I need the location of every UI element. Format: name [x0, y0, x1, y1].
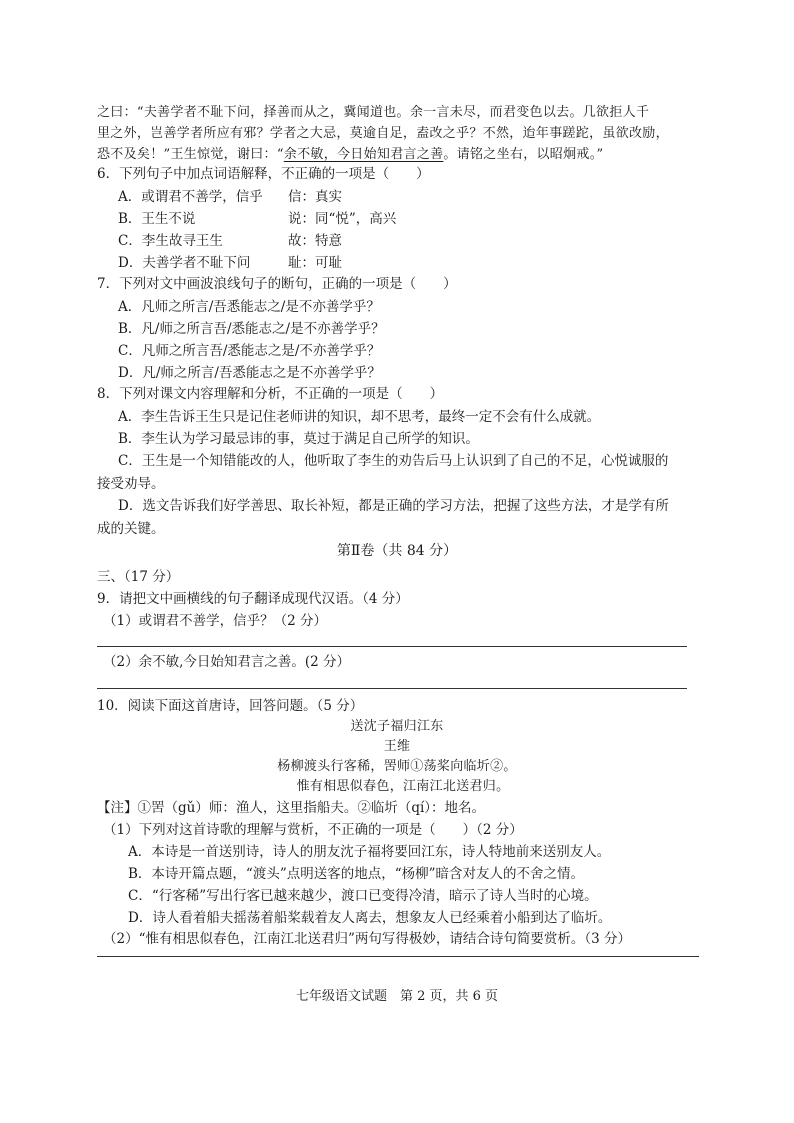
q6-option-b-label: B．王生不说 [118, 211, 196, 227]
q8-option-d-cont: 成的关键。 [97, 521, 165, 537]
q8-option-c-cont: 接受劝导。 [97, 476, 165, 492]
page-footer: 七年级语文试题 第 2 页，共 6 页 [295, 989, 499, 1004]
q10-option-b[interactable]: B．本诗开篇点题，“渡头”点明送客的地点，“杨柳”暗含对友人的不舍之情。 [128, 866, 585, 882]
q9-answer-line-2[interactable] [97, 688, 687, 689]
q10-sub-2-stem: （2）“惟有相思似春色，江南江北送君归”两句写得极妙，请结合诗句简要赏析。（3 分） [103, 931, 632, 947]
q6-option-c-label: C．李生故寻王生 [118, 233, 223, 249]
poem-author: 王维 [383, 739, 411, 754]
passage-underlined-sentence: 余不敏，今日始知君言之善 [283, 147, 444, 162]
poem-line-2: 惟有相思似春色，江南江北送君归。 [296, 779, 510, 794]
q10-sub-1-stem: （1）下列对这首诗歌的理解与赏析，不正确的一项是（ ）（2 分） [103, 822, 523, 838]
q10-option-a[interactable]: A．本诗是一首送别诗，诗人的朋友沈子福将要回江东，诗人特地前来送别友人。 [128, 844, 611, 860]
q9-sub-2: （2）余不敏,今日始知君言之善。(2 分） [103, 654, 351, 670]
q8-option-d[interactable]: D．选文告诉我们好学善思、取长补短，都是正确的学习方法，把握了这些方法，才是学有所 [118, 498, 669, 514]
q10-answer-line[interactable] [97, 956, 699, 957]
q10-option-c[interactable]: C．“行客稀”写出行客已越来越少，渡口已变得冷清，暗示了诗人当时的心境。 [128, 888, 598, 904]
passage-line-2: 里之外，岂善学者所应有邪？学者之大忌，莫逾自足，盍改之乎？不然，迨年事蹉跎，虽欲改励， [97, 126, 669, 141]
q7-stem: 7．下列对文中画波浪线句子的断句，正确的一项是（ ） [97, 276, 457, 292]
q6-option-d-label: D．夫善学者不耻下问 [118, 255, 251, 271]
q8-option-a[interactable]: A．李生告诉王生只是记住老师讲的知识，却不思考，最终一定不会有什么成就。 [118, 409, 601, 425]
passage-line-3-start: 恐不及矣！”王生惊觉，谢曰：“ [97, 147, 284, 162]
q10-stem: 10．阅读下面这首唐诗，回答问题。（5 分） [97, 698, 364, 714]
passage-line-3-end: 。请铭之坐右，以昭炯戒。” [443, 147, 604, 162]
poem-note: 【注】①罟（gǔ）师：渔人，这里指船夫。②临圻（qí）：地名。 [97, 800, 486, 816]
section-2-title: 第Ⅱ卷（共 84 分） [336, 543, 458, 559]
q7-option-d[interactable]: D．凡/师之所言/吾悉能志之是不亦善学乎？ [118, 365, 381, 381]
q6-option-b-gloss: 说：同“悦”，高兴 [288, 211, 397, 227]
q6-stem: 6．下列句子中加点词语解释，不正确的一项是（ ） [97, 166, 430, 182]
q6-option-c[interactable] [118, 231, 342, 251]
q9-stem: 9．请把文中画横线的句子翻译成现代汉语。（4 分） [97, 591, 409, 607]
q6-option-d[interactable] [118, 253, 342, 273]
q6-option-a-gloss: 信：真实 [288, 189, 342, 205]
q6-option-c-gloss: 故：特意 [288, 233, 342, 249]
q9-answer-line-1[interactable] [97, 646, 687, 647]
q10-option-d[interactable]: D．诗人看着船夫摇荡着船桨载着友人离去，想象友人已经乘着小船到达了临圻。 [128, 910, 612, 926]
q8-option-b[interactable]: B．李生认为学习最忌讳的事，莫过于满足自己所学的知识。 [118, 431, 479, 447]
q6-option-b[interactable] [118, 209, 396, 229]
passage-line-3 [97, 145, 603, 165]
part-3-heading: 三、（17 分） [97, 569, 180, 585]
q6-option-a-label: A．或谓君不善学，信乎 [118, 189, 263, 205]
q8-stem: 8．下列对课文内容理解和分析，不正确的一项是（ ） [97, 386, 444, 402]
q7-option-a[interactable]: A．凡师之所言/吾悉能志之/是不亦善学乎？ [118, 299, 380, 315]
q6-option-d-gloss: 耻：可耻 [288, 255, 342, 271]
q7-option-b[interactable]: B．凡/师之所言吾/悉能志之/是不亦善学乎？ [118, 321, 385, 337]
q9-sub-1: （1）或谓君不善学，信乎？（2 分） [103, 613, 327, 629]
passage-line-1: 之曰：“夫善学者不耻下问，择善而从之，冀闻道也。余一言未尽，而君变色以去。几欲拒人千 [97, 105, 650, 120]
poem-title: 送沈子福归江东 [350, 719, 444, 734]
q7-option-c[interactable]: C．凡师之所言吾/悉能志之是/不亦善学乎？ [118, 343, 381, 359]
q8-option-c[interactable]: C．王生是一个知错能改的人，他听取了李生的劝告后马上认识到了自己的不足，心悦诚服的 [118, 453, 669, 469]
poem-line-1: 杨柳渡头行客稀，罟师①荡桨向临圻②。 [277, 759, 517, 774]
q6-option-a[interactable] [118, 187, 342, 207]
